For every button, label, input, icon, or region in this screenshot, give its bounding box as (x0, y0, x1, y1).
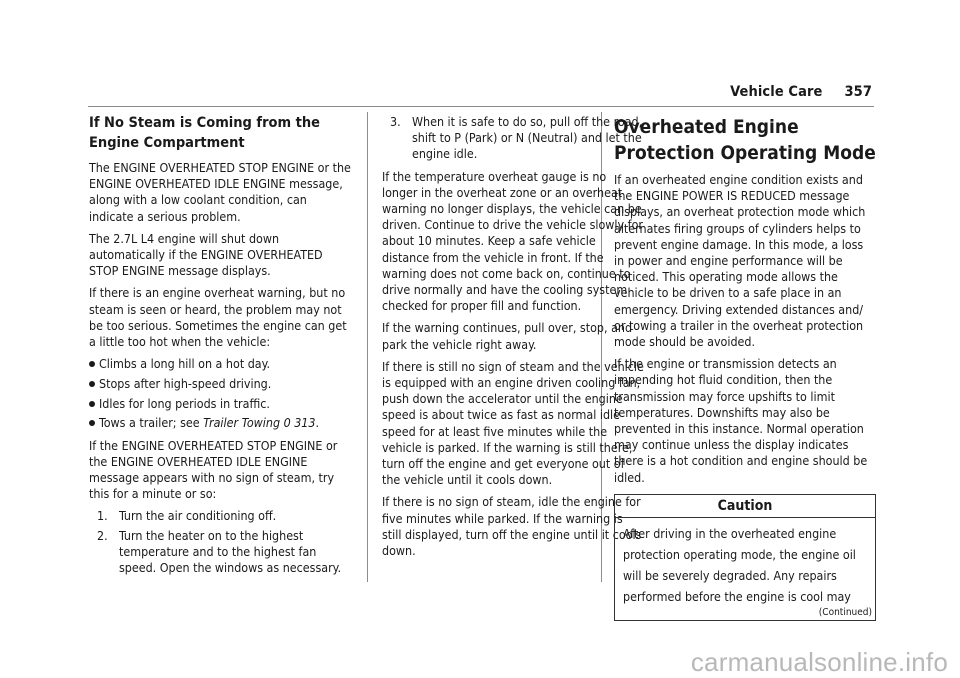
step-item (89, 528, 351, 577)
bullet-item: Stops after high-speed driving. (89, 376, 351, 392)
column-divider (367, 112, 368, 582)
step-list (382, 114, 644, 163)
step-number: 2. (97, 528, 108, 544)
section-heading: If No Steam is Coming from the Engine Compartment (89, 115, 321, 151)
continued-label: (Continued) (818, 606, 872, 618)
paragraph: If the warning continues, pull over, stop, and park the vehicle right away. (382, 320, 633, 352)
paragraph: The 2.7L L4 engine will shut down automatically if the ENGINE OVERHEATED STOP ENGINE message displays. (89, 230, 323, 279)
step-item (382, 114, 644, 163)
running-header (730, 84, 872, 100)
step-list (89, 508, 351, 576)
watermark: carmanualsonline.info (690, 647, 948, 677)
step-text: Turn the air conditioning off. (119, 508, 277, 524)
cross-reference-link[interactable] (203, 415, 315, 430)
column-middle (382, 114, 644, 565)
caution-box (614, 494, 876, 621)
step-item (89, 508, 351, 524)
bullet-item: Climbs a long hill on a hot day. (89, 356, 351, 372)
paragraph: If there is still no sign of steam and the vehicle is equipped with an engine driven cooling fan, push down the accelerator until the engine speed is about twice as fast as normal idle speed for at least five minutes while the vehicle is parked. If the warning is still there, turn off the engine and get everyone out of the vehicle until it cools down. (382, 358, 644, 488)
page-number: 357 (844, 84, 872, 100)
paragraph: If the engine or transmission detects an impending hot fluid condition, then the transmission may force upshifts to limit temperatures. Downshifts may also be prevented in this instance. Normal operation may continue unless the display indicates there is a hot condition and engine should be idled. (614, 356, 868, 485)
bullet-item: Idles for long periods in traffic. (89, 396, 351, 412)
reference-title: Trailer Towing (203, 415, 281, 431)
paragraph: The ENGINE OVERHEATED STOP ENGINE or the ENGINE OVERHEATED IDLE ENGINE message, along with a low coolant condition, can indicate a serious problem. (89, 160, 351, 224)
column-right (614, 114, 876, 621)
paragraph: If the temperature overheat gauge is no longer in the overheat zone or an overheat warning no longer displays, the vehicle can be driven. Continue to drive the vehicle slowly for about 10 minutes. Keep a safe vehicle distance from the vehicle in front. If the warning does not come back on, continue to drive normally and have the cooling system checked for proper fill and function. (382, 168, 643, 314)
step-number: 1. (97, 508, 108, 524)
paragraph: If there is an engine overheat warning, but no steam is seen or heard, the problem may not be too serious. Sometimes the engine can get a little too hot when the vehicle: (89, 285, 347, 350)
step-text: When it is safe to do so, pull off the road, shift to P (Park) or N (Neutral) and let the engine idle. (412, 114, 643, 162)
step-number: 3. (390, 114, 401, 129)
bullet-text: Tows a trailer; see (99, 415, 204, 431)
bullet-list (89, 356, 351, 431)
reference-page: 313 (294, 415, 316, 431)
caution-text: After driving in the overheated engine protection operating mode, the engine oil will be severely degraded. Any repairs performed before the engine is cool may (623, 525, 856, 604)
paragraph: If the ENGINE OVERHEATED STOP ENGINE or the ENGINE OVERHEATED IDLE ENGINE message appears with no sign of steam, try this for a minute or so: (89, 437, 338, 502)
section-heading: Overheated Engine Protection Operating Mode (614, 116, 876, 164)
header-rule (88, 106, 874, 107)
step-text: Turn the heater on to the highest temperature and to the highest fan speed. Open the windows as necessary. (119, 528, 342, 576)
bullet-item: Tows a trailer; see Trailer Towing 0 313. (89, 415, 351, 431)
column-left (89, 114, 351, 580)
paragraph: If an overheated engine condition exists and the ENGINE POWER IS REDUCED message displays, an overheat protection mode which alternates firing groups of cylinders helps to prevent engine damage. In this mode, a loss in power and engine performance will be noticed. This operating mode allows the vehicle to be driven to a safe place in an emergency. Driving extended distances and/ or towing a trailer in the overheat protection mode should be avoided. (614, 172, 866, 350)
page-ref-arrow-icon: 0 (283, 415, 291, 431)
paragraph: If there is no sign of steam, idle the engine for five minutes while parked. If the warning is still displayed, turn off the engine until it cools down. (382, 494, 642, 559)
section-title: Vehicle Care (730, 84, 823, 100)
caution-title: Caution (615, 495, 875, 518)
